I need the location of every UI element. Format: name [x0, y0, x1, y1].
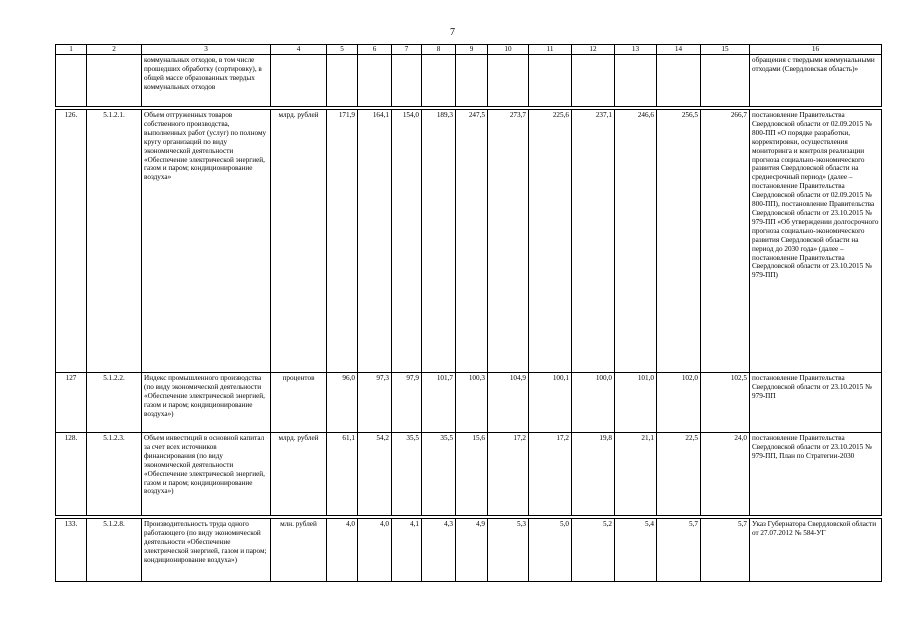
column-number: 6: [358, 45, 392, 55]
value-cell: 35,5: [392, 433, 422, 516]
value-cell: 100,1: [529, 373, 572, 433]
value-cell: 35,5: [422, 433, 456, 516]
column-number: 14: [657, 45, 701, 55]
value-cell: 5,3: [488, 519, 529, 582]
value-cell: 101,0: [615, 373, 657, 433]
indicator-name: Производительность труда одного работающего (по виду экономической деятельности «Обеспечение электрической энергией, газом и паром; кондиционирование воздуха»): [142, 519, 271, 582]
column-number: 9: [456, 45, 488, 55]
table-row: [56, 110, 882, 373]
row-number: 126.: [56, 110, 87, 373]
value-cell: 5,7: [657, 519, 701, 582]
value-cell: 237,1: [572, 110, 615, 373]
value-cell: 102,0: [657, 373, 701, 433]
column-number: 8: [422, 45, 456, 55]
value-cell: [615, 55, 657, 107]
value-cell: 266,7: [701, 110, 750, 373]
value-cell: [701, 55, 750, 107]
value-cell: 154,0: [392, 110, 422, 373]
value-cell: 5,7: [701, 519, 750, 582]
column-number: 3: [142, 45, 271, 55]
value-cell: 54,2: [358, 433, 392, 516]
table-row: [56, 55, 882, 107]
source-document: постановление Правительства Свердловской области от 23.10.2015 № 979-ПП: [750, 373, 882, 433]
column-number: 10: [488, 45, 529, 55]
table-row: [56, 373, 882, 433]
column-number-row: [56, 45, 882, 55]
row-number: [56, 55, 87, 107]
value-cell: 5,0: [529, 519, 572, 582]
column-number: 1: [56, 45, 87, 55]
column-number: 15: [701, 45, 750, 55]
value-cell: [327, 55, 358, 107]
value-cell: 164,1: [358, 110, 392, 373]
source-document: Указ Губернатора Свердловской области от 27.07.2012 № 584-УГ: [750, 519, 882, 582]
value-cell: [529, 55, 572, 107]
value-cell: 273,7: [488, 110, 529, 373]
value-cell: [358, 55, 392, 107]
value-cell: 104,9: [488, 373, 529, 433]
value-cell: 246,6: [615, 110, 657, 373]
value-cell: 15,6: [456, 433, 488, 516]
row-code: [87, 55, 142, 107]
column-number: 4: [271, 45, 327, 55]
column-number: 7: [392, 45, 422, 55]
row-code: 5.1.2.8.: [87, 519, 142, 582]
source-document: обращения с твердыми коммунальными отходами (Свердловская область)»: [750, 55, 882, 107]
indicator-name: Объем отгруженных товаров собственного производства, выполненных работ (услуг) по полному кругу организаций по виду экономической деятельности «Обеспечение электрической энергией, газом и паром; кондиционирование воздуха»: [142, 110, 271, 373]
value-cell: [572, 55, 615, 107]
value-cell: [392, 55, 422, 107]
unit: млрд. рублей: [271, 433, 327, 516]
value-cell: 24,0: [701, 433, 750, 516]
unit: млрд. рублей: [271, 110, 327, 373]
value-cell: 171,9: [327, 110, 358, 373]
row-number: 127: [56, 373, 87, 433]
indicator-name: коммунальных отходов, в том числе прошедших обработку (сортировку), в общей массе образованных твердых коммунальных отходов: [142, 55, 271, 107]
value-cell: 4,0: [327, 519, 358, 582]
value-cell: 17,2: [488, 433, 529, 516]
value-cell: [422, 55, 456, 107]
value-cell: 102,5: [701, 373, 750, 433]
value-cell: 61,1: [327, 433, 358, 516]
column-number: 16: [750, 45, 882, 55]
unit: млн. рублей: [271, 519, 327, 582]
row-code: 5.1.2.2.: [87, 373, 142, 433]
value-cell: 22,5: [657, 433, 701, 516]
value-cell: 5,2: [572, 519, 615, 582]
value-cell: 21,1: [615, 433, 657, 516]
value-cell: 97,9: [392, 373, 422, 433]
indicator-name: Индекс промышленного производства (по виду экономической деятельности «Обеспечение электрической энергией, газом и паром; кондиционирование воздуха»): [142, 373, 271, 433]
unit: [271, 55, 327, 107]
value-cell: 4,0: [358, 519, 392, 582]
column-number: 11: [529, 45, 572, 55]
value-cell: 4,1: [392, 519, 422, 582]
value-cell: 97,3: [358, 373, 392, 433]
value-cell: 101,7: [422, 373, 456, 433]
value-cell: 100,3: [456, 373, 488, 433]
source-document: постановление Правительства Свердловской области от 02.09.2015 № 800-ПП «О порядке разработки, корректировки, осуществления мониторинга и контроля реализации прогноза социально-экономического развития Свердловской области на среднесрочный период» (далее – постановление Правительства Свердловской области от 02.09.2015 № 800-ПП), постановление Правительства Свердловской области от 23.10.2015 № 979-ПП «Об утверждении долгосрочного прогноза социально-экономического развития Свердловской области на период до 2030 года» (далее – постановление Правительства Свердловской области от 23.10.2015 № 979-ПП): [750, 110, 882, 373]
page-number: 7: [450, 27, 455, 38]
column-number: 13: [615, 45, 657, 55]
row-code: 5.1.2.3.: [87, 433, 142, 516]
table-row: [56, 433, 882, 516]
value-cell: 96,0: [327, 373, 358, 433]
value-cell: 17,2: [529, 433, 572, 516]
value-cell: [657, 55, 701, 107]
column-number: 2: [87, 45, 142, 55]
row-number: 128.: [56, 433, 87, 516]
value-cell: 247,5: [456, 110, 488, 373]
column-number: 12: [572, 45, 615, 55]
value-cell: 256,5: [657, 110, 701, 373]
value-cell: 19,8: [572, 433, 615, 516]
indicators-table: [55, 44, 882, 582]
value-cell: 225,6: [529, 110, 572, 373]
table-row: [56, 519, 882, 582]
source-document: постановление Правительства Свердловской области от 23.10.2015 № 979-ПП, План по Стратегии-2030: [750, 433, 882, 516]
value-cell: [488, 55, 529, 107]
value-cell: [456, 55, 488, 107]
column-number: 5: [327, 45, 358, 55]
value-cell: 100,0: [572, 373, 615, 433]
value-cell: 189,3: [422, 110, 456, 373]
value-cell: 5,4: [615, 519, 657, 582]
unit: процентов: [271, 373, 327, 433]
row-code: 5.1.2.1.: [87, 110, 142, 373]
value-cell: 4,9: [456, 519, 488, 582]
row-number: 133.: [56, 519, 87, 582]
indicator-name: Объем инвестиций в основной капитал за счет всех источников финансирования (по виду экономической деятельности «Обеспечение электрической энергией, газом и паром; кондиционирование воздуха»): [142, 433, 271, 516]
value-cell: 4,3: [422, 519, 456, 582]
